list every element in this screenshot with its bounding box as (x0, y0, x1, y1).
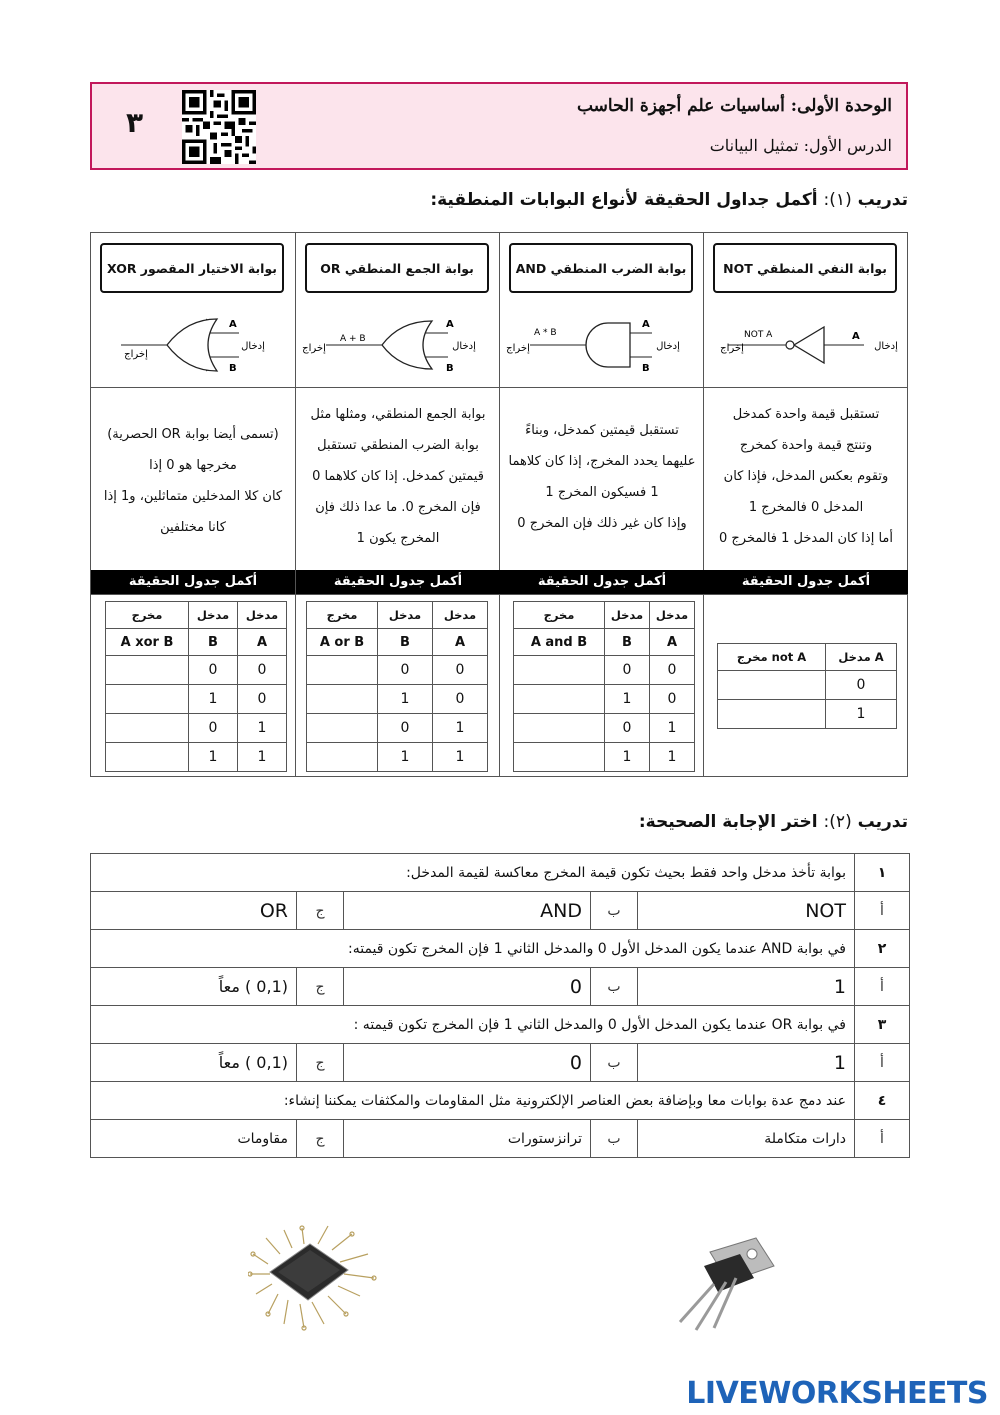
table-row: 0 1 (514, 714, 695, 743)
not-gate-symbol-icon (704, 305, 908, 381)
liveworksheets-logo[interactable]: LIVEWORKSHEETS (686, 1376, 988, 1411)
table-row: 1 (718, 700, 897, 729)
xor-gate-symbol-icon (91, 305, 295, 381)
table-row: 1 0 (106, 685, 287, 714)
multiple-choice-table (90, 853, 910, 1158)
options-row: أ دارات متكاملة ب ترانزستورات ج مقاومات (91, 1120, 910, 1158)
option-c[interactable]: (0,1 ) معاً (91, 1044, 297, 1082)
truth-table-heading: أكمل جدول الحقيقة (91, 570, 295, 594)
and-truth-table: مخرج مدخل مدخل A and B B A 0 0 1 0 0 1 1 1 (513, 601, 695, 772)
answer-cell[interactable] (307, 656, 378, 685)
answer-cell[interactable] (307, 714, 378, 743)
svg-text:A: A (642, 319, 650, 330)
svg-text:A: A (852, 331, 860, 342)
answer-cell[interactable] (514, 743, 605, 772)
or-truth-table: مخرج مدخل مدخل A or B B A 0 0 1 0 0 1 1 1 (306, 601, 488, 772)
answer-cell[interactable] (106, 685, 189, 714)
svg-text:إدخال: إدخال (874, 341, 898, 352)
table-row: 0 1 (106, 714, 287, 743)
option-c[interactable]: مقاومات (91, 1120, 297, 1158)
truth-table-heading: أكمل جدول الحقيقة (704, 570, 908, 594)
table-row: 1 1 (514, 743, 695, 772)
table-row: 0 0 (514, 656, 695, 685)
table-row: 0 1 (307, 714, 488, 743)
answer-cell[interactable] (106, 743, 189, 772)
option-a[interactable]: 1 (638, 968, 855, 1006)
question-text: عند دمج عدة بوابات معا وبإضافة بعض العناصر الإلكترونية مثل المقاومات والمكثفات يمكننا إنشاء: (91, 1082, 855, 1120)
svg-text:A * B: A * B (534, 328, 557, 338)
exercise-2-title: تدريب (٢): اختر الإجابة الصحيحة: (638, 812, 908, 832)
option-b[interactable]: 0 (344, 968, 591, 1006)
not-truth-table: مخرج not A مدخل A 0 1 (717, 643, 897, 729)
question-text: في بوابة AND عندما يكون المدخل الأول 0 والمدخل الثاني 1 فإن المخرج تكون قيمته: (91, 930, 855, 968)
gate-or-title: بوابة الجمع المنطقي OR (305, 243, 489, 293)
option-a[interactable]: دارات متكاملة (638, 1120, 855, 1158)
gate-xor-column (91, 233, 295, 776)
answer-cell[interactable] (307, 685, 378, 714)
page-number: ٣ (126, 106, 144, 139)
truth-table-heading: أكمل جدول الحقيقة (296, 570, 500, 594)
table-row: 1 1 (307, 743, 488, 772)
svg-text:إخراج: إخراج (302, 343, 326, 354)
truth-table-heading: أكمل جدول الحقيقة (500, 570, 704, 594)
option-b[interactable]: 0 (344, 1044, 591, 1082)
lesson-header (90, 82, 908, 170)
option-c[interactable]: (0,1 ) معاً (91, 968, 297, 1006)
option-a[interactable]: NOT (638, 892, 855, 930)
svg-text:B: B (446, 363, 454, 374)
table-row: 0 0 (307, 656, 488, 685)
gate-or-column (295, 233, 499, 776)
gate-xor-title: بوابة الاختيار المقصور XOR (100, 243, 284, 293)
answer-cell[interactable] (718, 700, 826, 729)
option-b[interactable]: ترانزستورات (344, 1120, 591, 1158)
gate-and-description: تستقبل قيمتين كمدخل، وبناءً عليهما يحدد المخرج، إذا كان كلاهما 1 فسيكون المخرج 1 وإذا كان غير ذلك فإن المخرج 0 (508, 423, 696, 531)
gate-or-description: بوابة الجمع المنطقي، ومثلها مثل بوابة الضرب المنطقي تستقبل قيمتين كمدخل. إذا كان كلاهما 0 فإن المخرج 0. ما عدا ذلك فإن المخرج يكون 1 (310, 407, 486, 546)
svg-text:إدخال: إدخال (656, 341, 680, 352)
exercise-1-title: تدريب (١): أكمل جداول الحقيقة لأنواع البوابات المنطقية: (430, 190, 908, 210)
answer-cell[interactable] (514, 685, 605, 714)
gate-not-column (703, 233, 907, 776)
lesson-title: الدرس الأول: تمثيل البيانات (709, 136, 892, 155)
options-row: أ 1 ب 0 ج (0,1 ) معاً (91, 1044, 910, 1082)
gate-not-description: تستقبل قيمة واحدة كمدخل وتنتج قيمة واحدة كمخرج وتقوم بعكس المدخل، فإذا كان المدخل 0 فالمخرج 1 أما إذا كان المدخل 1 فالمخرج 0 (718, 407, 893, 546)
svg-text:إدخال: إدخال (241, 341, 265, 352)
svg-text:B: B (229, 363, 237, 374)
xor-truth-table: مخرج مدخل مدخل A xor B B A 0 0 1 0 0 1 1 1 (105, 601, 287, 772)
or-gate-symbol-icon (296, 305, 500, 381)
question-row: ١ بوابة تأخذ مدخل واحد فقط بحيث تكون قيمة المخرج معاكسة لقيمة المدخل: (91, 854, 910, 892)
answer-cell[interactable] (307, 743, 378, 772)
answer-cell[interactable] (514, 656, 605, 685)
integrated-circuit-icon (248, 1224, 398, 1339)
table-row: 1 1 (106, 743, 287, 772)
question-text: بوابة تأخذ مدخل واحد فقط بحيث تكون قيمة المخرج معاكسة لقيمة المدخل: (91, 854, 855, 892)
svg-text:إخراج: إخراج (124, 349, 148, 360)
table-row: 1 0 (307, 685, 488, 714)
option-b[interactable]: AND (344, 892, 591, 930)
question-text: في بوابة OR عندما يكون المدخل الأول 0 والمدخل الثاني 1 فإن المخرج تكون قيمته : (91, 1006, 855, 1044)
table-row: 0 0 (106, 656, 287, 685)
svg-text:NOT A: NOT A (744, 330, 773, 340)
svg-text:إخراج: إخراج (720, 343, 744, 354)
svg-text:A + B: A + B (340, 334, 366, 344)
svg-text:A: A (446, 319, 454, 330)
question-row: ٢ في بوابة AND عندما يكون المدخل الأول 0 والمدخل الثاني 1 فإن المخرج تكون قيمته: (91, 930, 910, 968)
answer-cell[interactable] (106, 656, 189, 685)
options-row: أ NOT ب AND ج OR (91, 892, 910, 930)
question-row: ٤ عند دمج عدة بوابات معا وبإضافة بعض العناصر الإلكترونية مثل المقاومات والمكثفات يمكننا إنشاء: (91, 1082, 910, 1120)
table-row: 1 0 (514, 685, 695, 714)
answer-cell[interactable] (106, 714, 189, 743)
option-a[interactable]: 1 (638, 1044, 855, 1082)
options-row: أ 1 ب 0 ج (0,1 ) معاً (91, 968, 910, 1006)
svg-text:A: A (229, 319, 237, 330)
unit-title: الوحدة الأولى: أساسيات علم أجهزة الحاسب (576, 96, 892, 116)
svg-text:إخراج: إخراج (506, 343, 530, 354)
answer-cell[interactable] (514, 714, 605, 743)
table-row: 0 (718, 671, 897, 700)
transistor-icon (670, 1232, 780, 1332)
gate-not-title: بوابة النفي المنطقي NOT (713, 243, 897, 293)
gate-xor-description: (تسمى أيضا بوابة OR الحصرية) مخرجها هو 0 إذا كان كلا المدخلين متماثلين، و1 إذا كانا مختلفين (103, 427, 283, 535)
and-gate-symbol-icon (500, 305, 704, 381)
question-row: ٣ في بوابة OR عندما يكون المدخل الأول 0 والمدخل الثاني 1 فإن المخرج تكون قيمته : (91, 1006, 910, 1044)
gate-and-column (499, 233, 703, 776)
gate-and-title: بوابة الضرب المنطقي AND (509, 243, 693, 293)
option-c[interactable]: OR (91, 892, 297, 930)
svg-text:إدخال: إدخال (452, 341, 476, 352)
answer-cell[interactable] (718, 671, 826, 700)
logic-gates-grid (90, 232, 908, 777)
qr-code-icon (182, 90, 256, 164)
svg-text:B: B (642, 363, 650, 374)
